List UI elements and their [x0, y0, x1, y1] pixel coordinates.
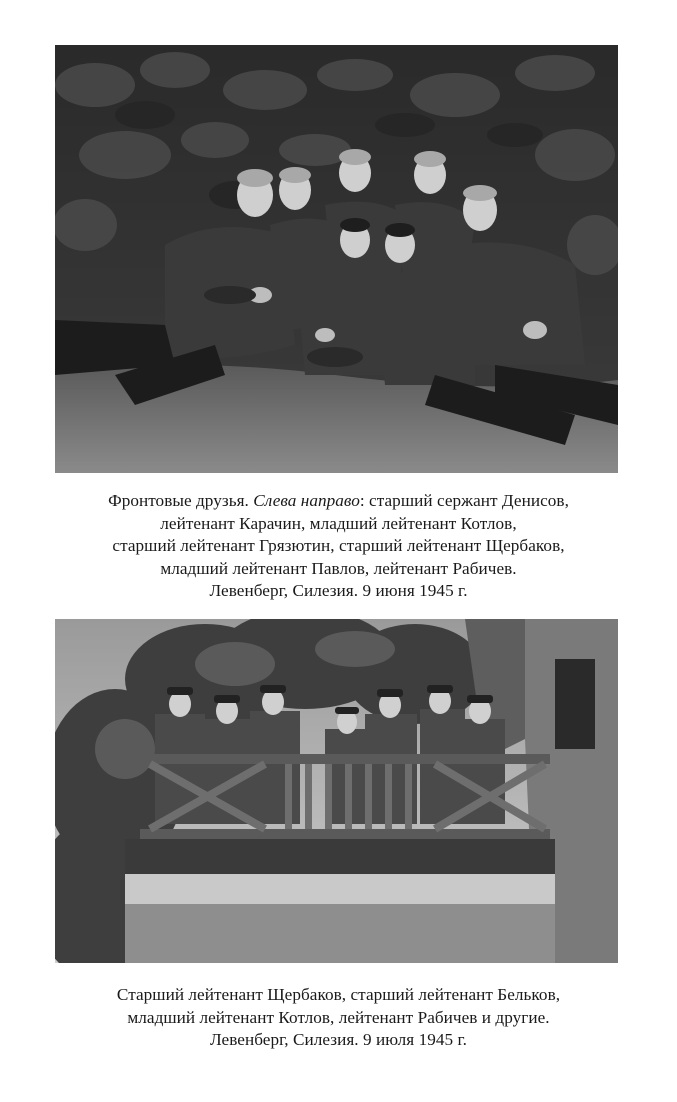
caption-1-line-5: Левенберг, Силезия. 9 июня 1945 г.: [209, 581, 468, 601]
caption-1-line-4: младший лейтенант Павлов, лейтенант Рабичев.: [160, 558, 517, 578]
caption-1-lead: Фронтовые друзья.: [108, 491, 254, 510]
building-window: [555, 659, 595, 749]
photo-1-image: [55, 45, 618, 473]
balcony-fascia: [125, 874, 555, 904]
caption-2-line-1: Старший лейтенант Щербаков, старший лейтенант Бельков,: [116, 985, 561, 1004]
balcony-floor: [125, 839, 555, 874]
caption-1-line-1: [108, 491, 569, 510]
wall-below-balcony: [125, 904, 555, 963]
caption-1-line-2: лейтенант Карачин, младший лейтенант Котлов,: [160, 513, 517, 533]
photo-2-image: [55, 619, 618, 963]
group-photo-officers-on-balcony: [55, 619, 618, 963]
caption-1-italic: Слева направо: [253, 491, 360, 510]
group-photo-soldiers-on-grass: [55, 45, 618, 473]
photo-1-caption: [20, 490, 657, 603]
caption-1-lead-rest: : старший сержант Денисов,: [359, 491, 569, 510]
caption-2-line-2: младший лейтенант Котлов, лейтенант Рабичев и другие.: [127, 1007, 550, 1027]
caption-1-line-3: старший лейтенант Грязютин, старший лейтенант Щербаков,: [112, 536, 565, 556]
photo-2-caption: [20, 984, 657, 1052]
caption-2-line-3: Левенберг, Силезия. 9 июля 1945 г.: [209, 1030, 468, 1050]
